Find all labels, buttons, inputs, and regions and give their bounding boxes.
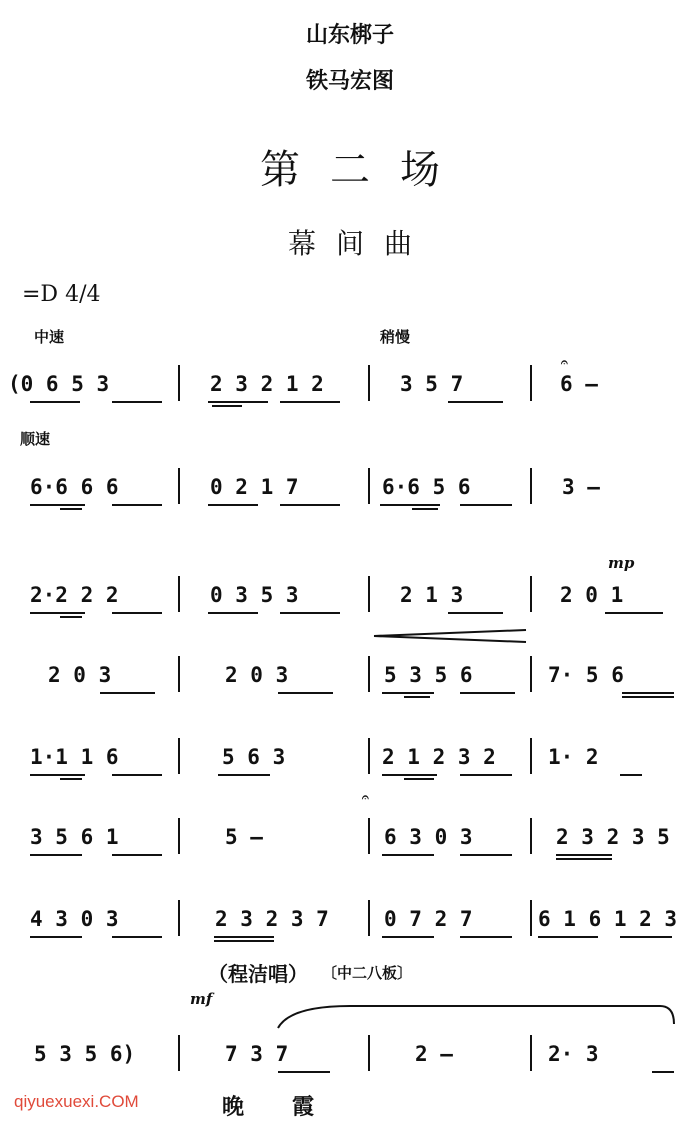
measure-r4-m2: 2 0 3 [225, 663, 289, 687]
section-title: 幕间曲 [287, 227, 432, 260]
measure-r1-m3: 3 5 7 [400, 372, 464, 396]
banshi-label: 〔中二八板〕 [322, 964, 413, 982]
measure-r8-m2: 7 3 7 [225, 1042, 289, 1066]
fermata-icon: 𝄐 [561, 355, 568, 369]
measure-r2-m1: 6·6 6 6 [30, 475, 119, 499]
measure-r7-m2: 2 3 2 3 7 [215, 907, 329, 931]
key-signature: =D 4/4 [22, 282, 101, 307]
measure-r1-m1: (0 6 5 3 [8, 372, 110, 396]
measure-r5-m1: 1·1 1 6 [30, 745, 119, 769]
tempo-mark-slower: 稍慢 [380, 328, 411, 346]
lyric-1: 晚 [222, 1095, 245, 1120]
genre-title: 山东梆子 [305, 23, 394, 48]
measure-r5-m4: 1· 2 [548, 745, 599, 769]
measure-r3-m3: 2 1 3 [400, 583, 464, 607]
measure-r5-m3: 2 1 2 3 2 [382, 745, 496, 769]
measure-r8-m3: 2 — [415, 1042, 453, 1066]
measure-r3-m2: 0 3 5 3 [210, 583, 299, 607]
measure-r8-m4: 2· 3 [548, 1042, 599, 1066]
dynamic-mp: mp [608, 554, 635, 572]
measure-r2-m3: 6·6 5 6 [382, 475, 471, 499]
measure-r7-m4: 6 1 6 1 2 3 [538, 907, 678, 931]
crescendo-hairpin [372, 628, 528, 644]
measure-r8-m1: 5 3 5 6) [34, 1042, 136, 1066]
measure-r7-m3: 0 7 2 7 [384, 907, 473, 931]
measure-r6-m3: 6 3 0 3 [384, 825, 473, 849]
lyric-2: 霞 [292, 1095, 315, 1120]
measure-r3-m4: 2 0 1 [560, 583, 624, 607]
measure-r4-m3: 5 3 5 6 [384, 663, 473, 687]
singer-label: （程洁唱） [208, 962, 308, 986]
fermata-icon-2: 𝄐 [362, 790, 369, 804]
dynamic-mf: mf [190, 990, 213, 1008]
opera-title: 铁马宏图 [305, 69, 394, 94]
tempo-mark-moderate: 中速 [34, 328, 65, 346]
measure-r1-m4: 6 — [560, 372, 598, 396]
act-title: 第二场 [260, 147, 470, 193]
tempo-mark-steady: 顺速 [20, 430, 51, 448]
measure-r2-m4: 3 — [562, 475, 600, 499]
measure-r6-m2: 5 — [225, 825, 263, 849]
measure-r3-m1: 2·2 2 2 [30, 583, 119, 607]
measure-r5-m2: 5 6 3 [222, 745, 286, 769]
measure-r4-m4: 7· 5 6 [548, 663, 624, 687]
measure-r2-m2: 0 2 1 7 [210, 475, 299, 499]
watermark: qiyuexuexi.COM [14, 1092, 139, 1111]
measure-r4-m1: 2 0 3 [48, 663, 112, 687]
measure-r1-m2: 2 3 2 1 2 [210, 372, 324, 396]
measure-r7-m1: 4 3 0 3 [30, 907, 119, 931]
slur-arcs [270, 1000, 680, 1030]
measure-r6-m1: 3 5 6 1 [30, 825, 119, 849]
measure-r6-m4: 2 3 2 3 5 [556, 825, 670, 849]
